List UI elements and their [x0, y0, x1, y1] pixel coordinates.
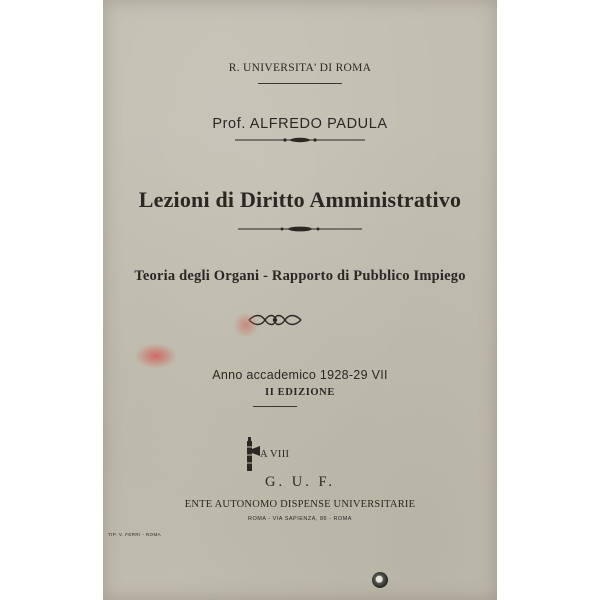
- academic-year: Anno accademico 1928-29 VII: [212, 368, 388, 382]
- red-stain: [233, 312, 259, 338]
- ornamental-rule-icon: [236, 225, 364, 233]
- book-cover: [103, 0, 497, 600]
- fasces-emblem-icon: [243, 437, 261, 473]
- divider-rule: [253, 406, 297, 407]
- edition-label: II EDIZIONE: [265, 387, 335, 398]
- ornamental-rule-icon: [233, 136, 367, 144]
- author-name: Prof. ALFREDO PADULA: [212, 116, 388, 132]
- fascist-era-year: A VIII: [260, 449, 290, 460]
- publisher-acronym: G. U. F.: [265, 474, 335, 490]
- university-name: R. UNIVERSITA' DI ROMA: [228, 62, 372, 74]
- publisher-name: ENTE AUTONOMO DISPENSE UNIVERSITARIE: [184, 499, 416, 510]
- book-subtitle: Teoria degli Organi - Rapporto di Pubblico Impiego: [134, 268, 466, 284]
- red-stain: [136, 344, 176, 368]
- book-title: Lezioni di Diritto Amministrativo: [138, 187, 462, 212]
- printer-credit: TIP. V. FERRI - ROMA: [108, 532, 162, 537]
- publisher-address: ROMA - VIA SAPIENZA, 86 - ROMA: [248, 516, 352, 522]
- divider-rule: [258, 83, 342, 84]
- library-mark-icon: [372, 572, 388, 588]
